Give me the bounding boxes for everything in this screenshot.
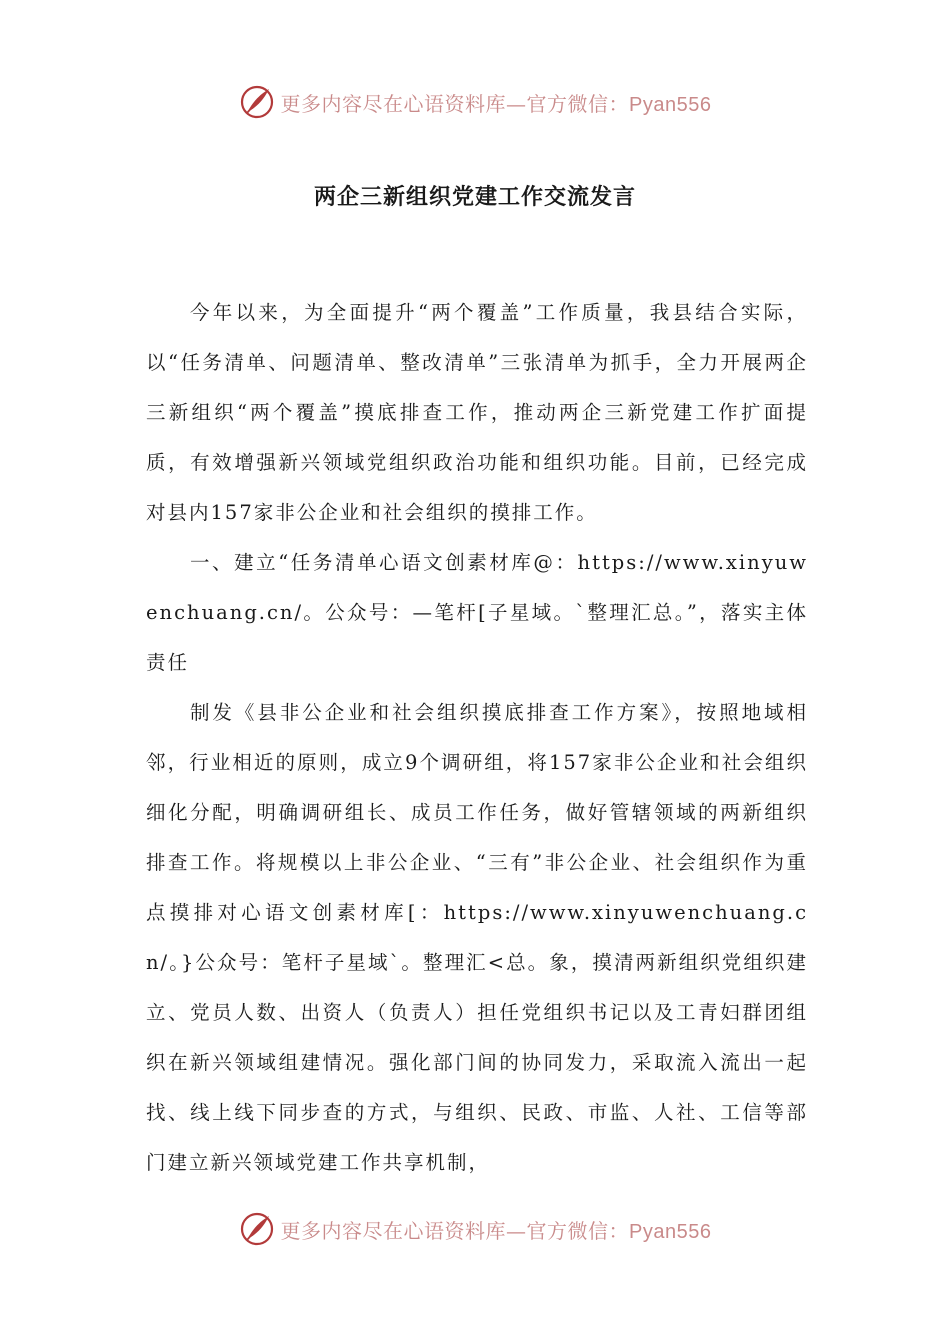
footer-watermark (0, 1207, 950, 1251)
paragraph-body: 制发《县非公企业和社会组织摸底排查工作方案》，按照地域相邻，行业相近的原则，成立9个调研组，将157家非公企业和社会组织细化分配，明确调研组长、成员工作任务，做好管辖领域的两新组织排查工作。将规模以上非公企业、“三有”非公企业、社会组织作为重点摸排对心语文创素材库[：https://www.xinyuwenchuang.cn/。}公众号：笔杆子星域`。整理汇<总。象，摸清两新组织党组织建立、党员人数、出资人（负责人）担任党组织书记以及工青妇群团组织在新兴领域组建情况。强化部门间的协同发力，采取流入流出一起找、线上线下同步查的方式，与组织、民政、市监、人社、工信等部门建立新兴领域党建工作共享机制， (146, 701, 808, 1174)
watermark-wechat-id: Pyan556 (629, 1220, 712, 1243)
section-heading-1: 一、建立“任务清单心语文创素材库@：https://www.xinyuwenchuang.cn/。公众号：—笔杆[子星域。`整理汇总。”，落实主体责任 (146, 551, 808, 674)
watermark-wechat-id: Pyan556 (629, 93, 712, 116)
quill-logo-icon (239, 1211, 275, 1247)
header-watermark (0, 80, 950, 124)
watermark-text: 更多内容尽在心语资料库—官方微信：Pyan556 (280, 1218, 712, 1243)
document-title: 两企三新组织党建工作交流发言 (313, 184, 636, 210)
document-body (146, 288, 808, 1188)
paragraph-intro: 今年以来，为全面提升“两个覆盖”工作质量，我县结合实际，以“任务清单、问题清单、整改清单”三张清单为抓手，全力开展两企三新组织“两个覆盖”摸底排查工作，推动两企三新党建工作扩面提质，有效增强新兴领域党组织政治功能和组织功能。目前，已经完成对县内157家非公企业和社会组织的摸排工作。 (146, 301, 808, 524)
watermark-text: 更多内容尽在心语资料库—官方微信：Pyan556 (280, 91, 712, 116)
quill-logo-icon (239, 84, 275, 120)
